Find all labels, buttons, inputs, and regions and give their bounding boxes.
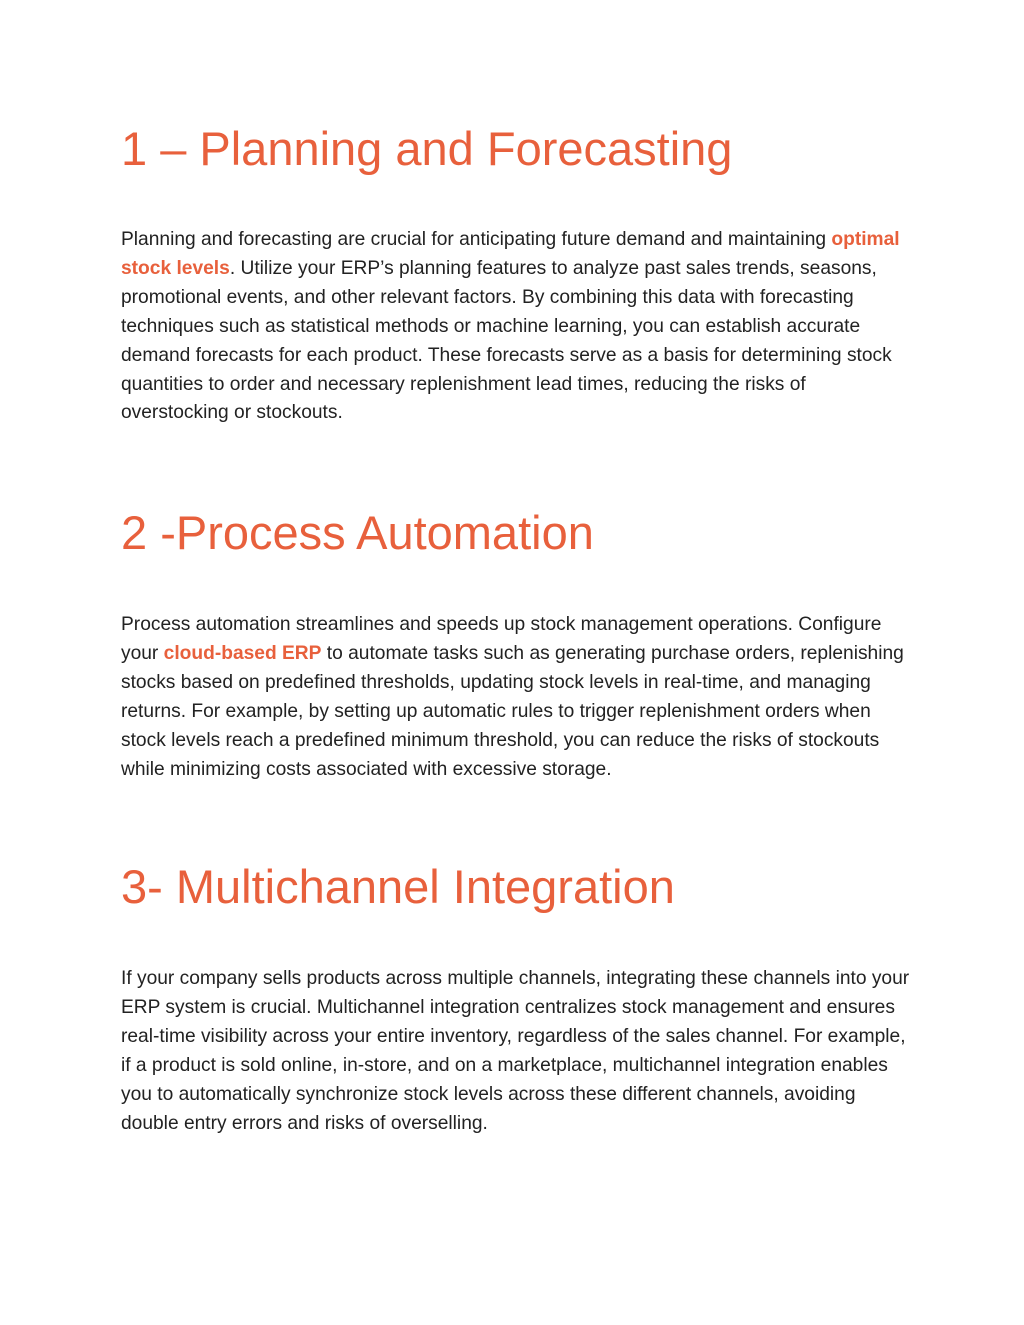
section-paragraph <box>121 611 911 784</box>
section-paragraph <box>121 226 911 428</box>
section-heading: 1 – Planning and Forecasting <box>121 122 733 175</box>
optimal-stock-levels-link[interactable]: optimal stock levels <box>121 229 900 279</box>
paragraph-text: . Utilize your ERP’s planning features to analyze past sales trends, seasons, promotional events, and other relevant factors. By combining this data with forecasting techniques such as statistical methods or machine learning, you can establish accurate demand forecasts for each product. These forecasts serve as a basis for determining stock quantities to order and necessary replenishment lead times, reducing the risks of overstocking or stockouts. <box>121 257 892 424</box>
paragraph-text: Planning and forecasting are crucial for anticipating future demand and maintaining <box>121 229 832 250</box>
section-multichannel-integration <box>121 859 911 1138</box>
section-planning-forecasting <box>121 121 911 428</box>
section-heading: 3- Multichannel Integration <box>121 860 675 913</box>
section-paragraph: If your company sells products across multiple channels, integrating these channels into your ERP system is crucial. Multichannel integration centralizes stock management and ensures real-time visibility across your entire inventory, regardless of the sales channel. For example, if a product is sold online, in-store, and on a marketplace, multichannel integration enables you to automatically synchronize stock levels across these different channels, avoiding double entry errors and risks of overselling. <box>121 968 910 1134</box>
cloud-based-erp-link[interactable]: cloud-based ERP <box>163 642 322 664</box>
paragraph-text: Process automation streamlines and speeds up stock management operations. Configure your <box>121 614 882 664</box>
section-process-automation <box>121 505 911 784</box>
paragraph-text: to automate tasks such as generating purchase orders, replenishing stocks based on predefined thresholds, updating stock levels in real-time, and managing returns. For example, by setting up automatic rules to trigger replenishment orders when stock levels reach a predefined minimum threshold, you can reduce the risks of stockouts while minimizing costs associated with excessive storage. <box>121 642 904 780</box>
section-heading: 2 -Process Automation <box>121 506 594 559</box>
